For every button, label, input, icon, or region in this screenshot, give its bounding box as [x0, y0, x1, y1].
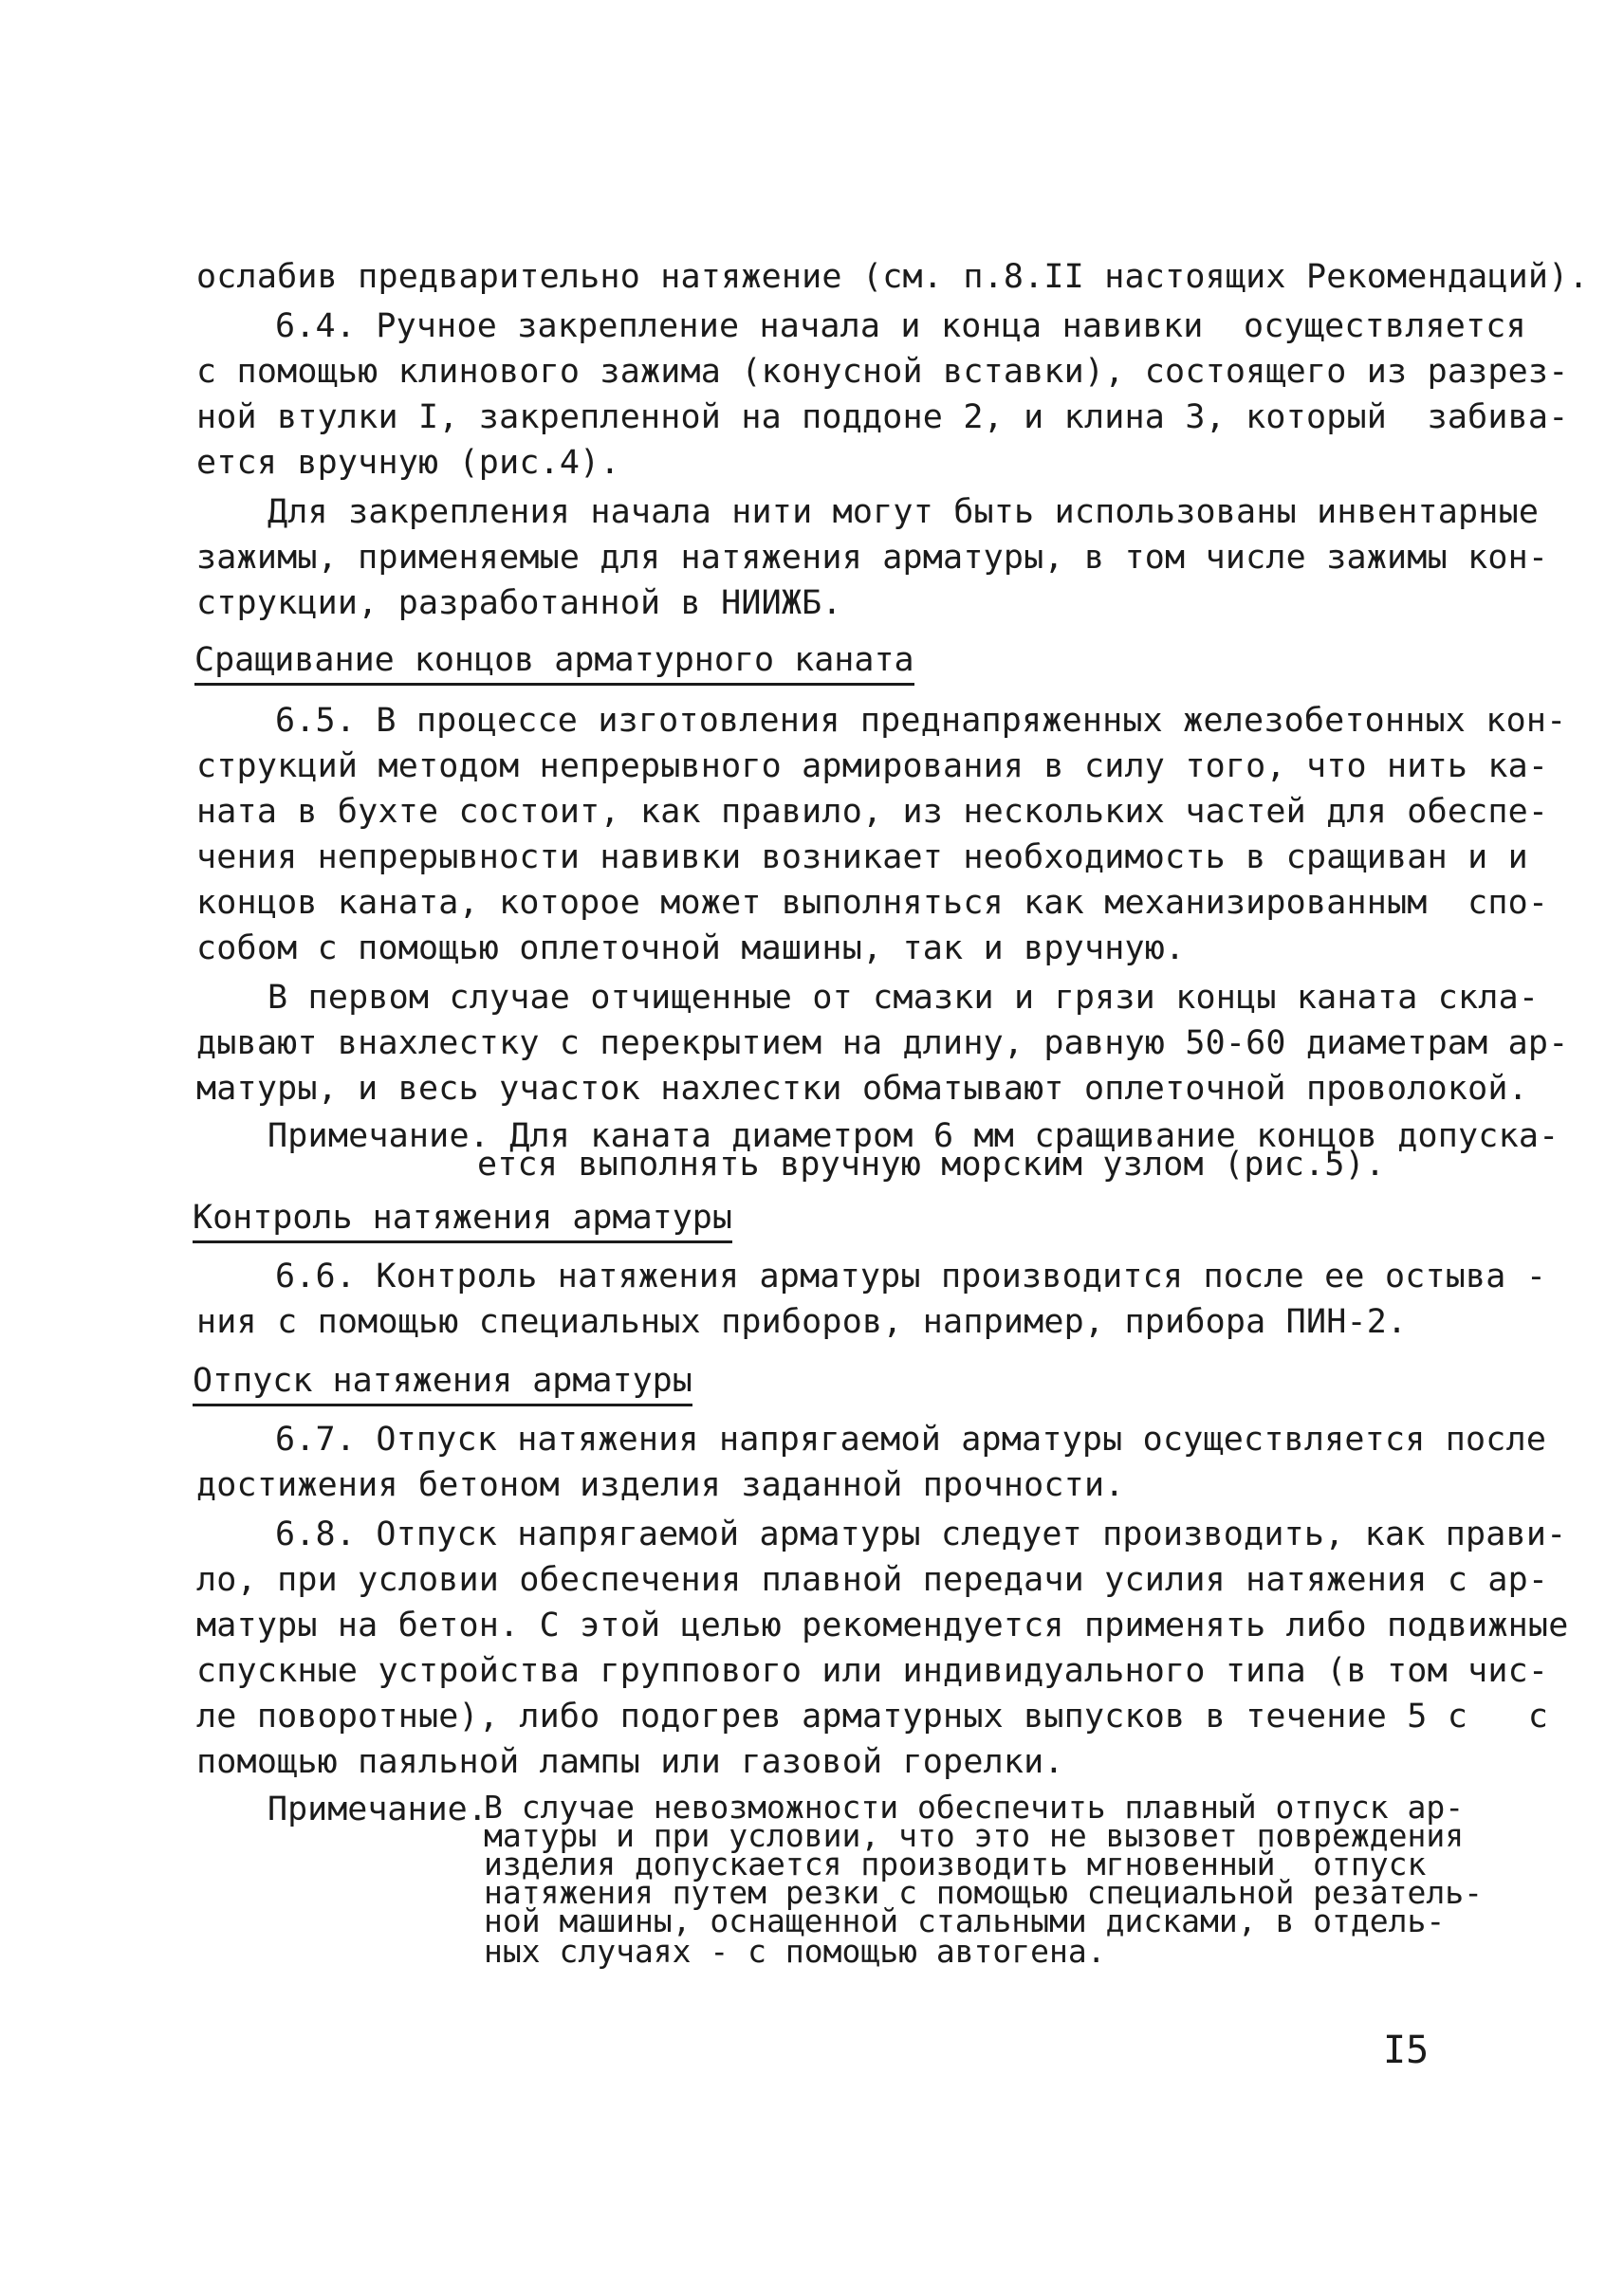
paragraph-line: 6.4. Ручное закрепление начала и конца навивки осуществляется [275, 307, 1526, 345]
paragraph-line: 6.5. В процессе изготовления преднапряженных железобетонных кон- [275, 702, 1567, 740]
paragraph-intro: ослабив предварительно натяжение (см. п.8.II настоящих Рекомендаций). [196, 258, 1589, 296]
paragraph-line: ло, при условии обеспечения плавной передачи усилия натяжения с ар- [196, 1561, 1549, 1599]
paragraph-line: матуры на бетон. С этой целью рекомендуется применять либо подвижные [196, 1607, 1569, 1644]
note-line: ется выполнять вручную морским узлом (рис.5). [477, 1146, 1386, 1184]
paragraph-line: достижения бетоном изделия заданной прочности. [196, 1466, 1125, 1504]
paragraph-line: спускные устройства группового или индивидуального типа (в том чис- [196, 1652, 1549, 1690]
paragraph-line: дывают внахлестку с перекрытием на длину, равную 50-60 диаметрам ар- [196, 1024, 1569, 1062]
page-number: I5 [1383, 2029, 1430, 2072]
paragraph-line: струкции, разработанной в НИИЖБ. [196, 584, 842, 622]
section-heading-control: Контроль натяжения арматуры [193, 1197, 732, 1243]
note-label: Примечание. [268, 1791, 488, 1828]
paragraph-line: матуры, и весь участок нахлестки обматывают оплеточной проволокой. [196, 1070, 1528, 1108]
paragraph-line: ния с помощью специальных приборов, например, прибора ПИН-2. [196, 1303, 1408, 1341]
section-heading-release: Отпуск натяжения арматуры [193, 1360, 692, 1406]
paragraph-line: 6.7. Отпуск натяжения напрягаемой арматуры осуществляется после [275, 1421, 1547, 1459]
paragraph-line: Для закрепления начала нити могут быть использованы инвентарные [268, 493, 1540, 531]
paragraph-line: В первом случае отчищенные от смазки и грязи концы каната скла- [268, 979, 1540, 1017]
note-line: Примечание. Для каната диаметром 6 мм сращивание концов допуска- [268, 1117, 1559, 1155]
note-line: ной машины, оснащенной стальными дисками, в отдель- [484, 1902, 1446, 1939]
paragraph-line: чения непрерывности навивки возникает необходимость в сращиван и и [196, 838, 1528, 876]
paragraph-line: ной втулки I, закрепленной на поддоне 2, и клина 3, который забива- [196, 398, 1569, 436]
section-heading-splice: Сращивание концов арматурного каната [194, 639, 914, 686]
paragraph-line: 6.6. Контроль натяжения арматуры производится после ее остыва - [275, 1258, 1547, 1295]
note-line: В случае невозможности обеспечить плавный отпуск ар- [484, 1789, 1465, 1826]
note-line: матуры и при условии, что это не вызовет повреждения [484, 1817, 1465, 1854]
note-line: ных случаях - с помощью автогена. [484, 1933, 1106, 1970]
paragraph-line: зажимы, применяемые для натяжения арматуры, в том числе зажимы кон- [196, 539, 1549, 577]
paragraph-line: ется вручную (рис.4). [196, 444, 620, 482]
paragraph-line: концов каната, которое может выполняться как механизированным спо- [196, 884, 1549, 922]
paragraph-line: собом с помощью оплеточной машины, так и вручную. [196, 929, 1186, 967]
paragraph-line: с помощью клинового зажима (конусной вставки), состоящего из разрез- [196, 353, 1569, 391]
paragraph-line: ната в бухте состоит, как правило, из нескольких частей для обеспе- [196, 793, 1549, 831]
paragraph-line: 6.8. Отпуск напрягаемой арматуры следует производить, как прави- [275, 1515, 1567, 1553]
note-line: натяжения путем резки с помощью специальной резатель- [484, 1874, 1483, 1911]
paragraph-line: струкций методом непрерывного армирования в силу того, что нить ка- [196, 747, 1549, 785]
note-line: изделия допускается производить мгновенный отпуск [484, 1846, 1427, 1883]
paragraph-line: ле поворотные), либо подогрев арматурных выпусков в течение 5 с с [196, 1698, 1549, 1736]
paragraph-line: помощью паяльной лампы или газовой горелки. [196, 1743, 1064, 1781]
